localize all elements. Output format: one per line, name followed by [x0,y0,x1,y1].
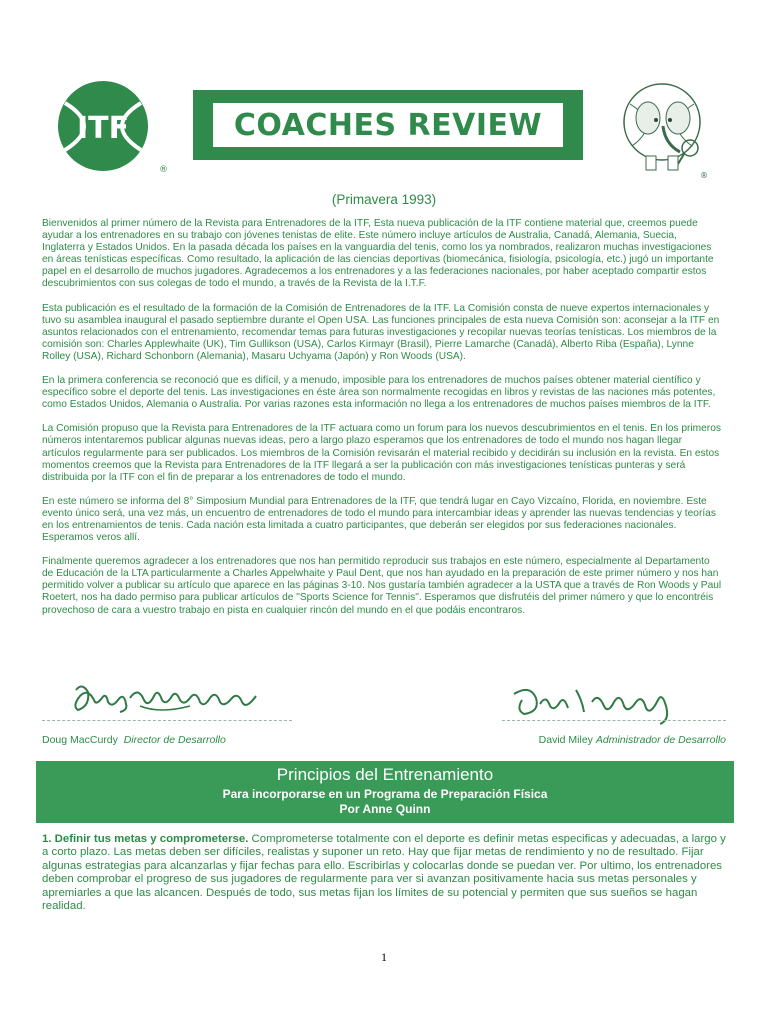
season-label: (Primavera 1993) [331,192,437,207]
tennis-elephant-mascot-icon [620,74,715,184]
paragraph: Bienvenidos al primer número de la Revista para Entrenadores de la ITF, Esta nueva publicación de la ITF contiene material que, creemos puede ayudar a los entrenadores en su trabajo con jóvenes tenistas de elite. Este número incluye artículos de Australia, Canadá, Alemania, Suecia, Inglaterra y Estados Unidos. En la pasada década los países en la vanguardia del tenis, como los ya nombrados, realizaron muchas investigaciones en áreas tenísticas específicas. Como resultado, la aplicación de las ciencias deportivas (biomecánica, fisiología, psicología, etc.) jugó un importante papel en el desarrollo de muchos jugadores. Agradecemos a los entrenadores y a las federaciones nacionales, por haber aceptado compartir estos descubrimientos con sus colegas de todo el mundo, a través de la Revista de la I.T.F. [42,218,714,290]
banner-inner-box [211,101,565,149]
mascot-registered-mark: ® [700,171,708,180]
signature-doug-maccurdy-icon [70,676,270,724]
signatory-right [539,734,726,746]
point-1-text: Comprometerse totalmente con el deporte es definir metas especificas y adecuadas, a largo y a corto plazo. Las metas deben ser difíciles, realistas y suponer un reto. Hay que fijar metas de rendimiento y no de resultado. Fijar algunas estrategias para alcanzarlas y fijar fechas para ello. Escribirlas y colocarlas donde se puedan ver. Por ultimo, los entrenadores deben comprobar el progreso de sus jugadores de regularmente para ver si avanzan positivamente hacia sus metas personales y apremiarles a que las alcancen. Después de todo, sus metas fijan los límites de su potencial y permiten que sus sueños se hagan realidad. [42,833,726,913]
itf-logo-text: ITF [76,111,130,146]
banner-title: COACHES REVIEW [233,107,543,143]
point-1 [42,833,728,913]
signatory-left [42,734,226,746]
paragraph: Esta publicación es el resultado de la formación de la Comisión de Entrenadores de la ITF. La Comisión consta de nueve expertos internacionales y tuvo su asamblea inaugural el pasado septiembre durante el Open USA. Las funciones principales de esta nueva Comisión son: aconsejar a la ITF en asuntos relacionados con el entrenamiento, recomendar temas para futuras investigaciones y recopilar nuevas teorías tenísticas. Los miembros de la comisión son: Charles Applewhaite (UK), Tim Gullikson (USA), Carlos Kirmayr (Brasil), Pierre Lamarche (Canadá), Alberto Riba (España), Lynne Rolley (USA), Richard Schonborn (Alemania), Masaru Uchyama (Japón) y Ron Woods (USA). [42,302,720,362]
signature-rule-right [502,720,726,721]
signatory-left-name: Doug MacCurdy [42,734,118,746]
paragraph: La Comisión propuso que la Revista para Entrenadores de la ITF actuara como un forum para los nuevos descubrimientos en el tenis. En los primeros números intentaremos publicar algunas nuevas ideas, pero a largo plazo esperamos que los entrenadores de todo el mundo nos hagan llegar artículos regularmente para ser publicados. Los miembros de la Comisión revisarán el material recibido y decidirán su inclusión en la revista. En estos momentos creemos que la Revista para Entrenadores de la ITF llegará a ser la publicación con más investigaciones tenísticas punteras y será distribuida por la ITF con el fin de preparar a los entrenadores de todo el mundo. [42,423,721,483]
itf-logo [55,78,175,178]
section-author: Por Anne Quinn [339,802,431,816]
signature-rule-left [42,720,292,721]
registered-mark: ® [159,165,168,175]
section-title: Principios del Entrenamiento [276,765,494,784]
paragraph: En este número se informa del 8° Simposium Mundial para Entrenadores de la ITF, que tendrá lugar en Cayo Vizcaíno, Florida, en noviembre. Este evento único será, una vez más, un encuentro de entrenadores de todo el mundo para intercambiar ideas y aprender las nuevas tendencias y teorías en los entrenamientos de tenis. Cada nación esta limitada a cuatro participantes, que deberán ser elegidos por sus federaciones nacionales. Esperamos veros allí. [42,495,716,544]
point-1-heading: 1. Definir tus metas y comprometerse. [42,833,249,845]
signatory-right-role: Administrador de Desarrollo [595,734,726,746]
editorial-body [42,218,722,629]
page-number: 1 [381,950,387,964]
paragraph: En la primera conferencia se reconoció que es difícil, y a menudo, imposible para los entrenadores de muchos países obtener material científico y específico sobre el deporte del tenis. Las investigaciones en éste área son normalmente recogidas en libros y revistas de las naciones más potentes, como Estados Unidos, Alemania o Australia. Por varias razones esta información no llega a los entrenadores de muchos países miembros de la ITF. [42,375,716,411]
section-subtitle: Para incorporarse en un Programa de Preparación Física [222,787,548,801]
signatory-right-name: David Miley [538,734,593,746]
coaches-review-banner [193,90,583,160]
paragraph: Finalmente queremos agradecer a los entrenadores que nos han permitido reproducir sus trabajos en este número, especialmente al Departamento de Educación de la LTA particularmente a Charles Appelwhaite y Paul Dent, que nos han ayudado en la preparación de este primer número y nos han permitido volver a publicar su artículo que aparece en las páginas 3-10. Nos gustaría también agradecer a la USTA que a través de Ron Woods y Paul Roetert, nos ha dado permiso para publicar artículos de "Sports Science for Tennis". Esperamos que disfrutéis del primer número y que lo encontréis provechoso de cara a vuestro trabajo en pista en cualquier rincón del mundo en el que podáis encontraros. [42,556,722,616]
section-header-box [36,761,734,823]
signature-area [42,676,726,748]
signatory-left-role: Director de Desarrollo [123,734,226,746]
